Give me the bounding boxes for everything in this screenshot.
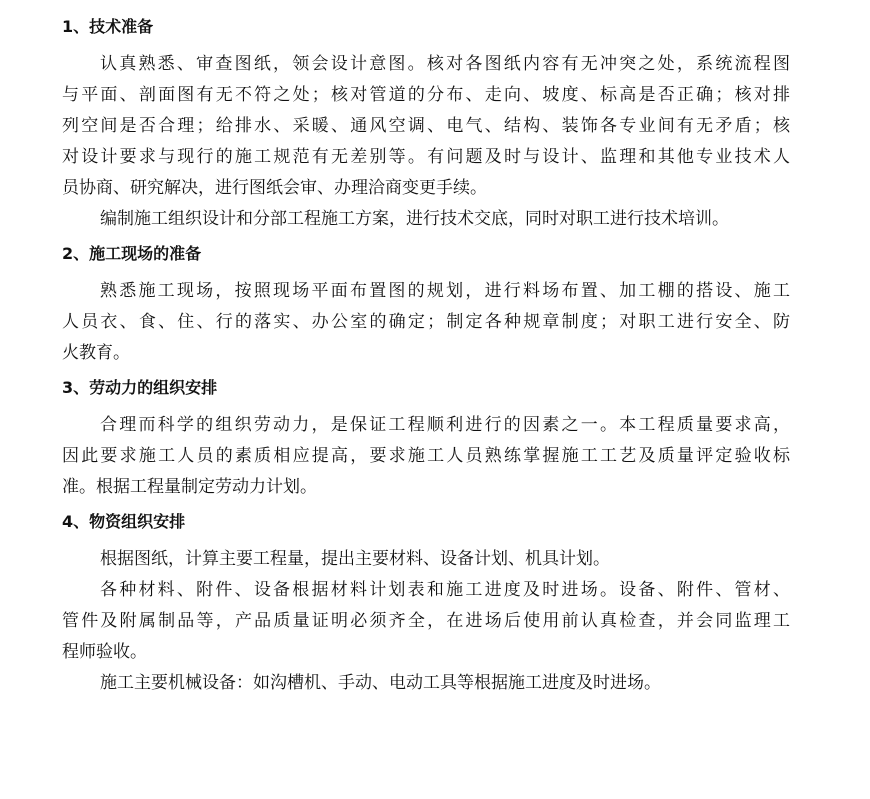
text-line: 根据图纸，计算主要工程量，提出主要材料、设备计划、机具计划。 [100,549,610,569]
text-line: 编制施工组织设计和分部工程施工方案，进行技术交底，同时对职工进行技术培训。 [100,209,729,229]
text-line: 熟悉施工现场，按照现场平面布置图的规划，进行料场布置、加工棚的搭设、施工 [100,281,790,301]
paragraph [62,49,790,204]
text-line: 对设计要求与现行的施工规范有无差别等。有问题及时与设计、监理和其他专业技术人 [62,147,790,167]
paragraph [62,276,790,369]
text-line: 因此要求施工人员的素质相应提高，要求施工人员熟练掌握施工工艺及质量评定验收标 [62,446,790,466]
text-line: 各种材料、附件、设备根据材料计划表和施工进度及时进场。设备、附件、管材、 [100,580,790,600]
text-line: 程师验收。 [62,642,147,662]
text-line: 列空间是否合理；给排水、采暖、通风空调、电气、结构、装饰各专业间有无矛盾；核 [62,116,790,136]
text-line: 员协商、研究解决，进行图纸会审、办理洽商变更手续。 [62,178,487,198]
paragraph [62,204,790,235]
text-line: 施工主要机械设备：如沟槽机、手动、电动工具等根据施工进度及时进场。 [100,673,661,693]
text-line: 认真熟悉、审查图纸，领会设计意图。核对各图纸内容有无冲突之处，系统流程图 [100,54,790,74]
section-heading-technical-prep: 1、技术准备 [62,17,154,36]
paragraph [62,544,790,575]
section-heading-site-prep: 2、施工现场的准备 [62,244,202,263]
document-page [62,10,790,699]
paragraph [62,410,790,503]
text-line: 准。根据工程量制定劳动力计划。 [62,477,317,497]
section-heading-labor: 3、劳动力的组织安排 [62,378,218,397]
paragraph [62,668,790,699]
text-line: 火教育。 [62,343,130,363]
text-line: 管件及附属制品等，产品质量证明必须齐全，在进场后使用前认真检查，并会同监理工 [62,611,790,631]
text-line: 人员衣、食、住、行的落实、办公室的确定；制定各种规章制度；对职工进行安全、防 [62,312,790,332]
text-line: 与平面、剖面图有无不符之处；核对管道的分布、走向、坡度、标高是否正确；核对排 [62,85,790,105]
paragraph [62,575,790,668]
text-line: 合理而科学的组织劳动力，是保证工程顺利进行的因素之一。本工程质量要求高， [100,415,790,435]
section-heading-materials: 4、物资组织安排 [62,512,186,531]
